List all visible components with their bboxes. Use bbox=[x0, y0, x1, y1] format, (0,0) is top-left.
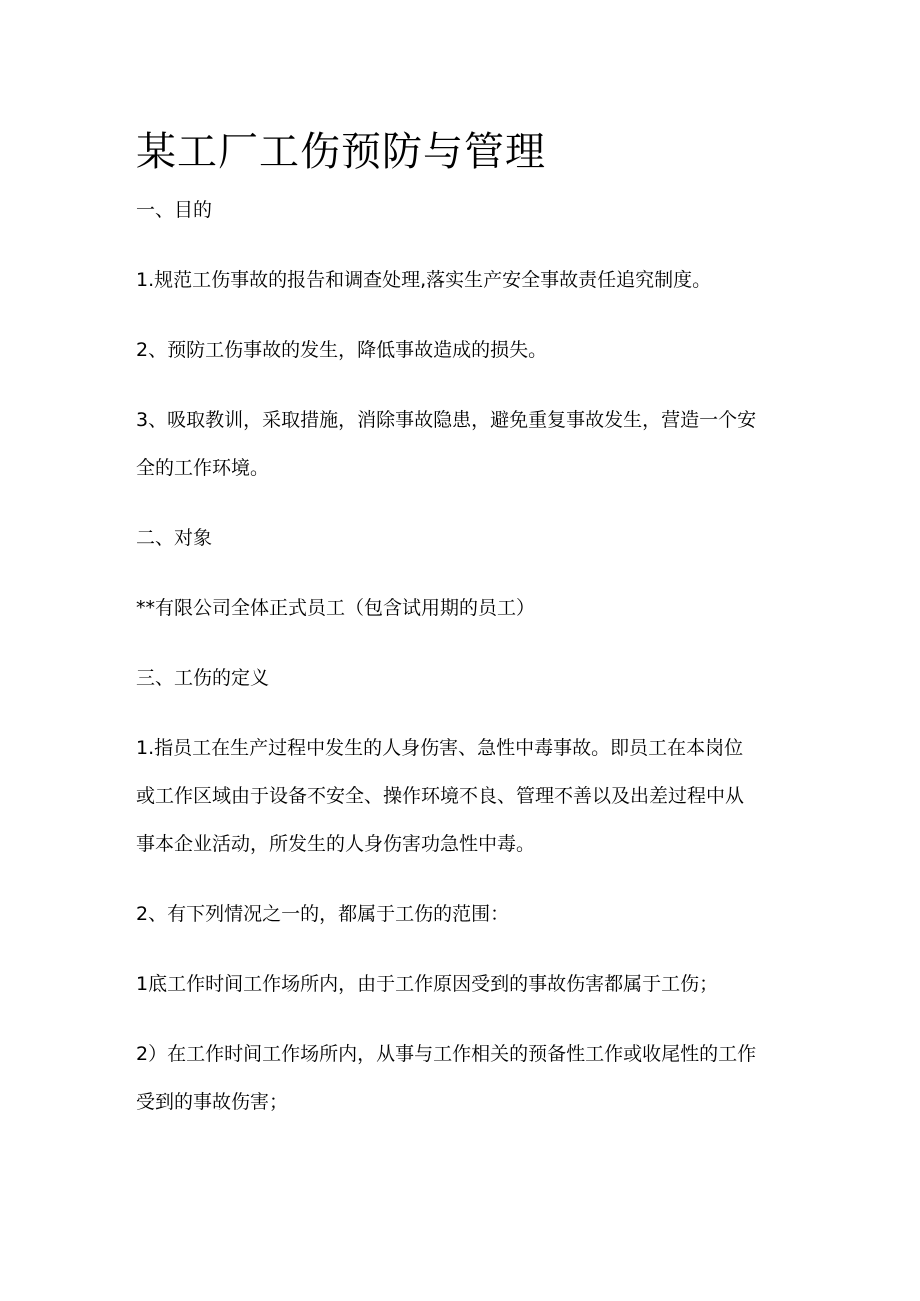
section-heading-scope: 二、对象 bbox=[136, 527, 213, 549]
work-injury-case-2-line-1: 2）在工作时间工作场所内，从事与工作相关的预备性工作或收尾性的工作 bbox=[136, 1043, 757, 1065]
purpose-item-3 bbox=[136, 396, 786, 492]
section-heading-purpose: 一、目的 bbox=[136, 199, 213, 221]
definition-item-1-line-1: 1.指员工在生产过程中发生的人身伤害、急性中毒事故。即员工在本岗位 bbox=[136, 737, 744, 759]
definition-item-1 bbox=[136, 724, 786, 868]
definition-item-1-line-2: 或工作区域由于设备不安全、操作环境不良、管理不善以及出差过程中从 bbox=[136, 785, 745, 807]
purpose-item-3-line-1: 3、吸取教训，采取措施，消除事故隐患，避免重复事故发生，营造一个安 bbox=[136, 409, 757, 431]
work-injury-case-2-line-2: 受到的事故伤害； bbox=[136, 1091, 289, 1113]
scope-text: **有限公司全体正式员工（包含试用期的员工） bbox=[136, 597, 536, 619]
document-title: 某工厂工伤预防与管理 bbox=[136, 129, 546, 175]
work-injury-case-1: 1底工作时间工作场所内，由于工作原因受到的事故伤害都属于工伤； bbox=[136, 973, 719, 995]
work-injury-case-2 bbox=[136, 1030, 786, 1126]
purpose-item-1: 1.规范工伤事故的报告和调查处理,落实生产安全事故责任追究制度。 bbox=[136, 269, 712, 291]
purpose-item-2: 2、预防工伤事故的发生，降低事故造成的损失。 bbox=[136, 339, 548, 361]
definition-item-2: 2、有下列情况之一的，都属于工伤的范围： bbox=[136, 903, 510, 925]
purpose-item-3-line-2: 全的工作环境。 bbox=[136, 457, 270, 479]
definition-item-1-line-3: 事本企业活动，所发生的人身伤害功急性中毒。 bbox=[136, 833, 536, 855]
section-heading-definition: 三、工伤的定义 bbox=[136, 667, 270, 689]
